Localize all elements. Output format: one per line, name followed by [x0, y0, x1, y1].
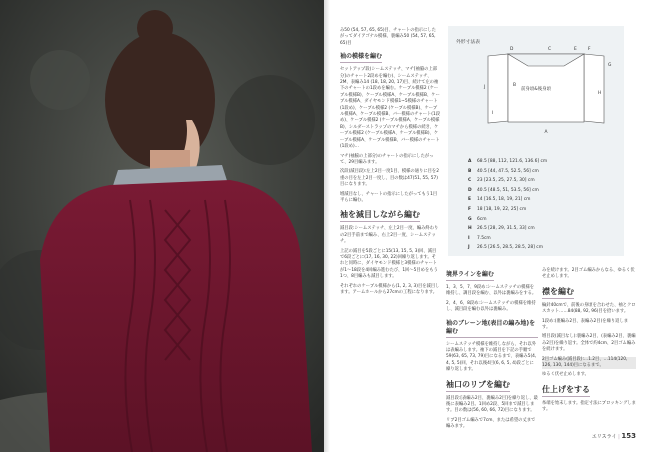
paragraph: 次段(減目段):左上2目一度1目、模様の通りに目を2重の目を左上2目一度し、目の数は47(51, 55, 57)目になります。	[340, 169, 439, 188]
model-photo	[0, 0, 324, 452]
label-d: D	[510, 47, 514, 52]
label-c: C	[548, 47, 552, 52]
paragraph: シームステッチ模様を維持しながら、それ以外は表編みします。袖下の減目を下記の手順で59(63, 65, 73, 79)目になるまで、表編み5(4, 4, 5, 5)回、それ以後4目(6, 6, 5, 4)段ごとに繰り返します。	[446, 341, 537, 373]
measurement-row: C 23 [23.5, 25, 27.5, 30] cm	[468, 178, 535, 184]
paragraph: リブ2目ゴム編みで7cm、または希望の丈まで編みます。	[446, 417, 536, 430]
column-3	[542, 268, 636, 417]
measurement-row: B 40.5 [44, 47.5, 52.5, 56] cm	[468, 168, 539, 174]
intro-text: み50 (54, 57, 65, 65)目、チャートの指示にしたがってダイアゴナル模様、裏編み50 (54, 57, 65, 65)目	[340, 28, 436, 46]
section-heading: 仕上げをする	[542, 385, 590, 397]
label-h: H	[598, 91, 602, 96]
section-heading: 袖の模様を編む	[340, 53, 382, 63]
column-1	[340, 28, 440, 299]
paragraph: マチ(袖脇の上部分)のチャートの指示にしたがって、29目編みます。	[340, 153, 434, 165]
section-heading: 袖のブレーン地(表目の編み地)を編む	[446, 320, 538, 338]
measurement-row: E 14 [16.5, 18, 19, 21] cm	[468, 197, 531, 203]
label-i: I	[492, 111, 494, 116]
label-b: B	[513, 83, 517, 88]
pattern-page	[330, 0, 650, 452]
paragraph: 増目段(減目なし):裏編み2目、(表編み2目、裏編み2目)を繰り返す。全体で約4cm、2目ゴム編みを続けます。	[542, 334, 636, 353]
measurement-row: D 40.5 [48.5, 51, 53.5, 56] cm	[468, 187, 539, 193]
paragraph: それぞれのケーブル模様から(1, 2, 3, 3)目を減目します。アームホールから27cmの工程になります。	[340, 283, 440, 295]
diagram-title: 外形寸法表	[456, 40, 480, 45]
paragraph: 減目段:[表編み2目、裏編み2目]を繰り返し、最後に表編み2目。1回め2段、5回まで減目します。目の数は(56, 60, 66, 72)目になります。	[446, 395, 538, 414]
measurement-row: H 26.5 [28, 29, 31.5, 33] cm	[468, 226, 535, 232]
paragraph: 1、3、5、7、9段め:シームステッチの模様を維持し、調目段を編む、以外は裏編みをする。	[446, 285, 537, 297]
measurement-row: F 18 [18, 19, 22, 25] cm	[468, 206, 527, 212]
label-f: F	[588, 47, 591, 52]
paragraph: セットアップ段(シームステッチ、マチ[袖脇の上部分]のチャート2段めを編む)、シームステッチ、2M、表編み14 (18, 18, 20, 17)目、続けて左の袖下のチャートの1段めを編む。ケーブル模様2 (ケーブル模様B)、ケーブル模様A、ケーブル模様B、ケーブル模様A、ダイヤモンド模様1~5模様のチャート(1段め)、ケーブル模様2 (ケーブル模様B)、ケーブル模様A、ケーブル模様B、バー模様のチャート(1段め)、ケーブル模様2 (ケーブル模様A、ケーブル模様B)、シルダーストラップのマチから模様の続き、ケーブル模様2 (ケーブル模様A、ケーブル模様B)、ケーブル模様A、ケーブル模様B、バー模様のチャート(1段め)…	[340, 67, 441, 150]
measurement-row: I 7.5cm	[468, 235, 491, 241]
footer-label: エリスライ	[591, 434, 617, 440]
measurement-row: A 68.5 [88, 112, 121.6, 136.6] cm	[468, 159, 548, 164]
paragraph: 2、4、6、8段め:シームステッチの模様を維持し、減目段を編む以外は裏編み。	[446, 300, 536, 313]
paragraph: 1段め:(裏編み2目、表編み2目)を繰り返します。	[542, 318, 629, 331]
paragraph: 輪針40cmで、前後の身頃を合わせた、袖とクロスカット……84(88, 92, 96)目を拾います。	[542, 302, 636, 315]
measurement-list	[468, 157, 618, 253]
paragraph: 2目ゴム編み(減目段):…1.2目、…114(120, 126, 130, 144)目になるまで。	[542, 357, 636, 370]
paragraph: みを続けます。2目ゴム編みからなる、ゆるく伏せ止めします。	[542, 268, 635, 280]
paragraph: 増減目なし、チャートの指示にしたがってもう1目平らに編む。	[340, 191, 438, 203]
page-footer: エリスライ | 153	[591, 432, 636, 440]
sleeve-right	[584, 54, 604, 123]
section-heading: 襟を編む	[542, 287, 574, 299]
paragraph: 糸端を始末します。指定寸法にブロッキングします。	[542, 400, 636, 413]
section-heading: 境界ラインを編む	[446, 271, 494, 281]
paragraph: ゆるく伏せ止めします。	[542, 372, 589, 378]
label-e: E	[574, 47, 577, 52]
paragraph: 減目段:シームステッチ、左上2目一度、編み終わりの2目手前まで編み、右上2目一度、シームステッチ。	[340, 226, 439, 245]
schematic-diagram	[448, 26, 624, 256]
label-j: J	[484, 85, 486, 90]
sweater-schematic	[448, 26, 624, 156]
label-g: G	[608, 63, 612, 68]
section-heading: 袖を減目しながら編む	[340, 210, 420, 222]
sleeve-left	[488, 54, 508, 123]
label-a: A	[544, 130, 548, 135]
column-2	[446, 268, 538, 434]
photo-illustration	[0, 0, 324, 452]
body-label: 前身頃&後身頃	[521, 87, 551, 92]
measurement-row: G 6cm	[468, 216, 487, 222]
page-number: 153	[621, 432, 636, 440]
paragraph: 上記の減目を5段ごとに15(13, 15, 5, 3)回、減目で6段ごとに(17, 16, 30, 22)回繰り返します。それと同時に、ダイヤモンド模様と3模様のチャートが1～18段を4回編み進むたび、1回～5目めをもう1つ、8目編みも減目します。	[340, 248, 438, 280]
measurement-row: J 26.5 [26.5, 28.5, 28.5, 28] cm	[468, 245, 543, 251]
section-heading: 袖口のリブを編む	[446, 380, 510, 392]
